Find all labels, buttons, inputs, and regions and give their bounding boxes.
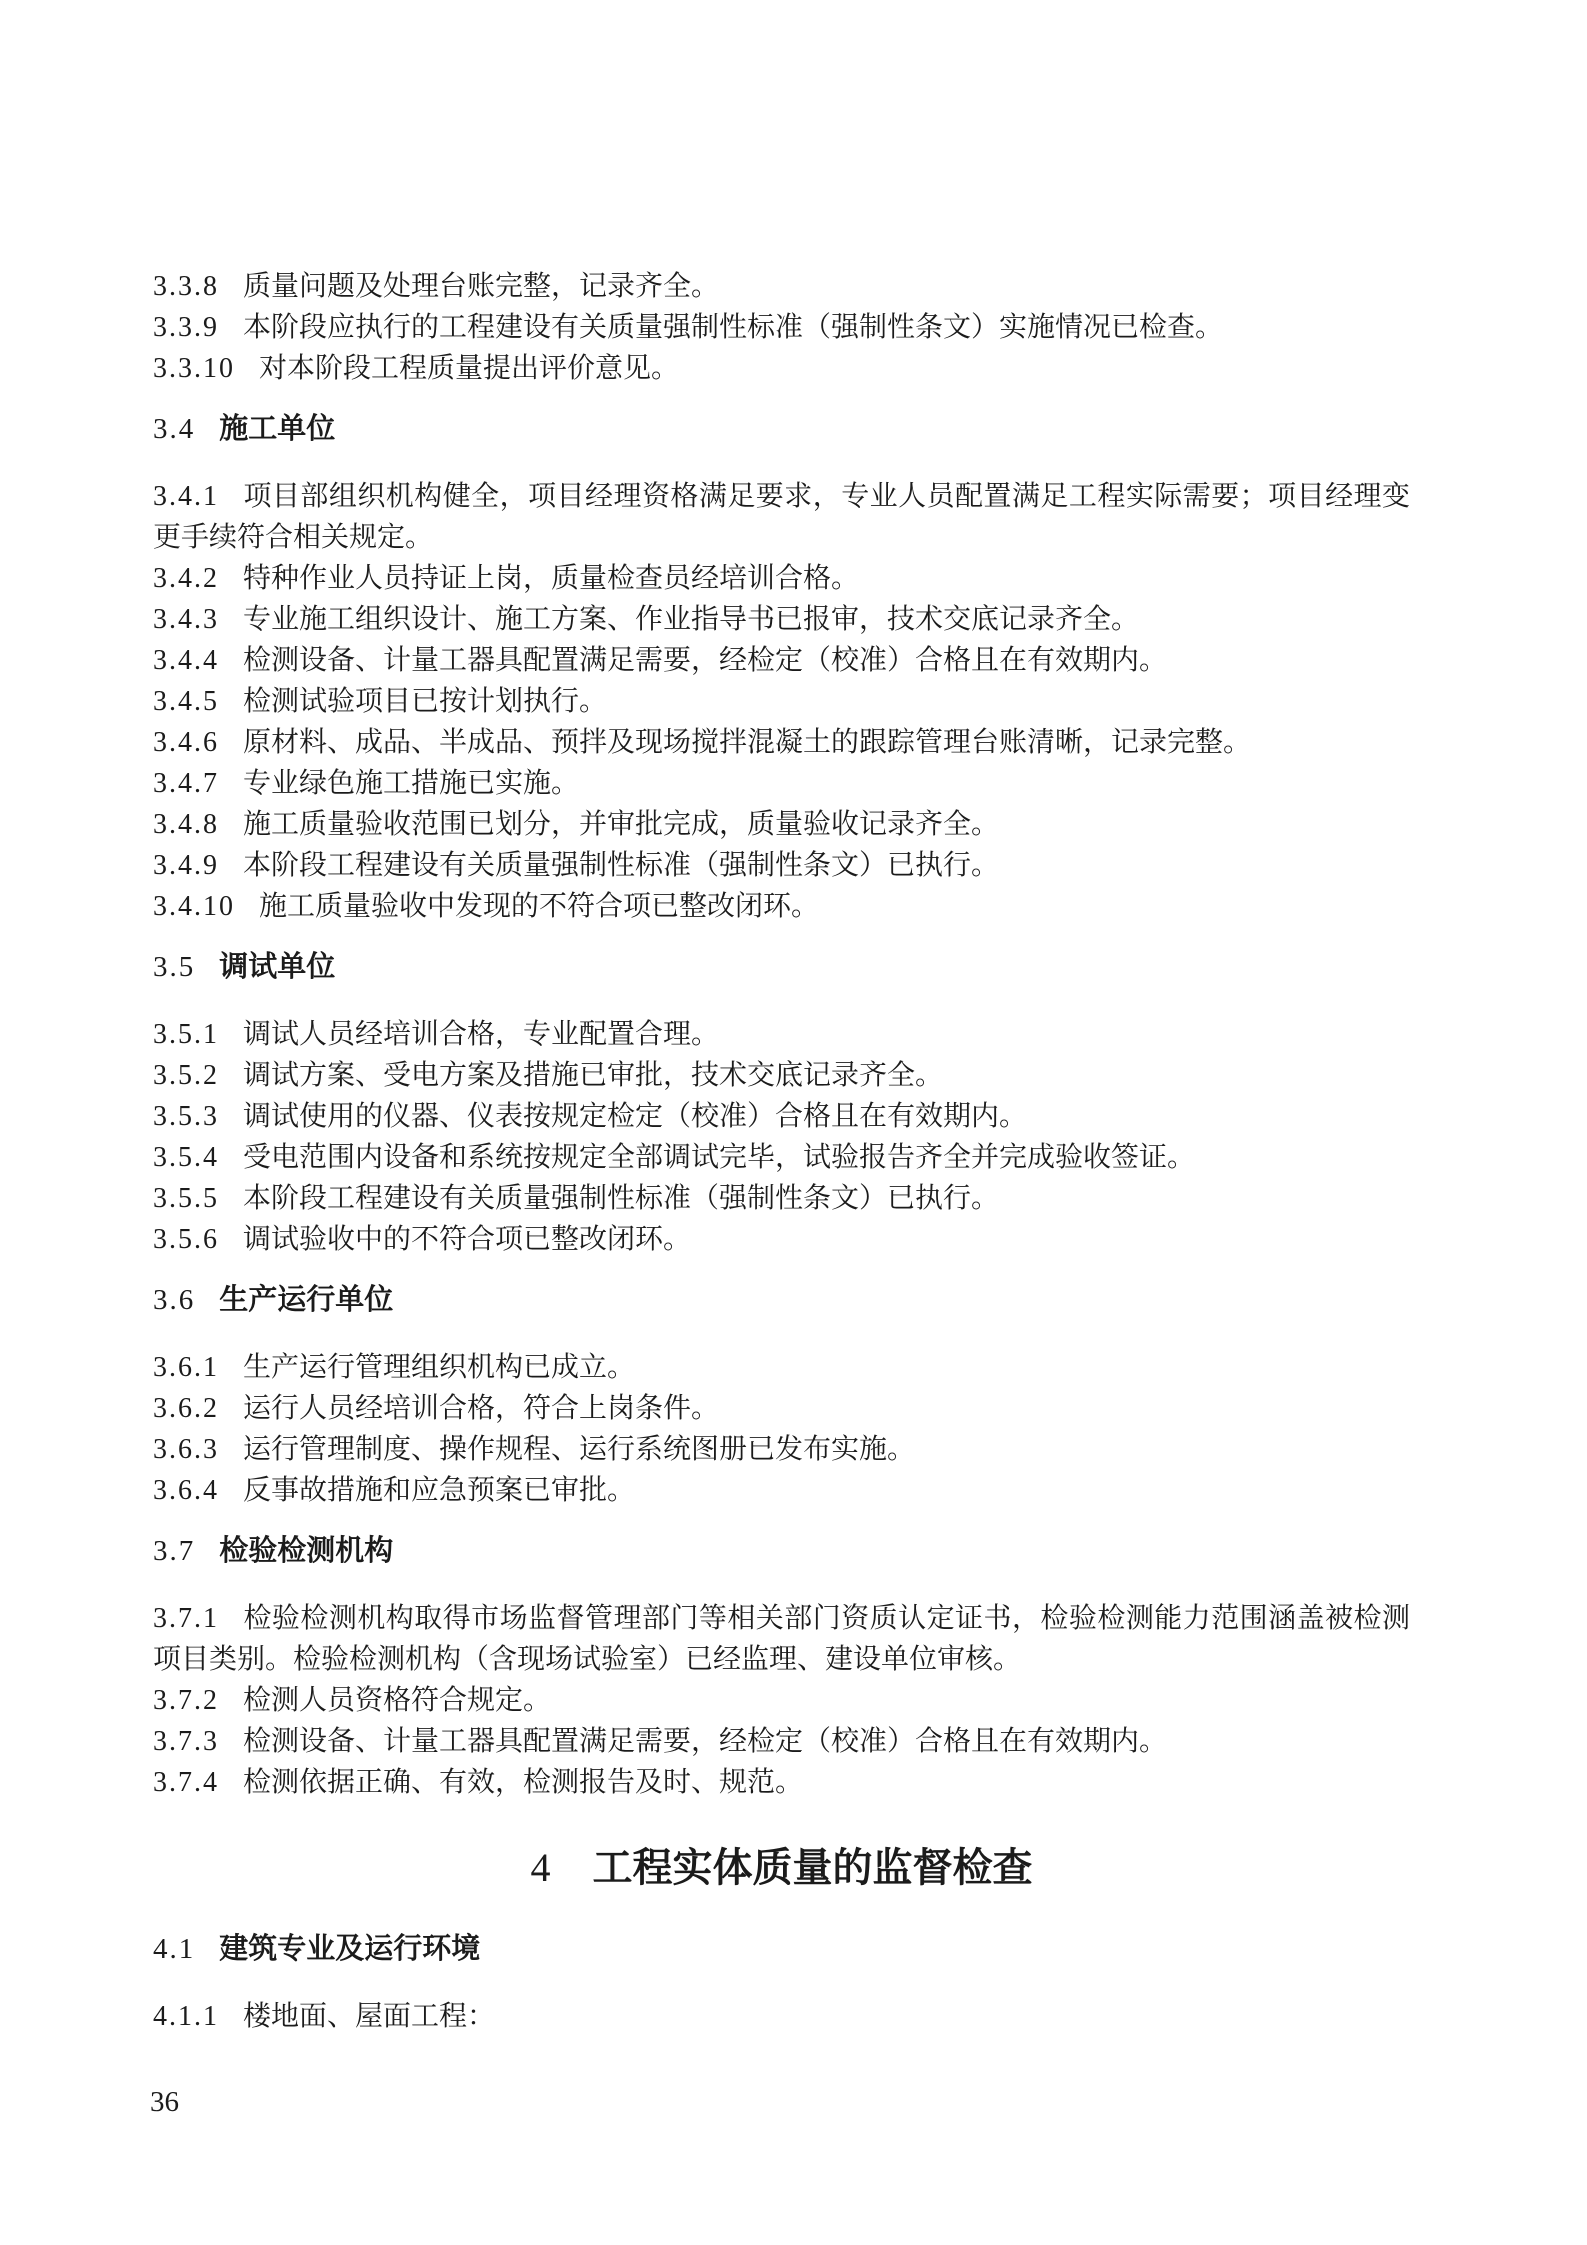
clause-number: 3.4.6 [153, 727, 219, 758]
clause-item [153, 763, 1410, 804]
clause-text: 特种作业人员持证上岗，质量检查员经培训合格。 [243, 563, 860, 594]
section-title: 施工单位 [219, 413, 336, 445]
clause-number: 4.1.1 [153, 2001, 219, 2032]
clause-text: 调试验收中的不符合项已整改闭环。 [243, 1224, 692, 1255]
chapter-title: 工程实体质量的监督检查 [592, 1846, 1033, 1890]
section-title: 检验检测机构 [219, 1535, 394, 1567]
clause-number: 3.4.9 [153, 850, 219, 881]
clause-item [153, 558, 1410, 599]
clause-text: 项目部组织机构健全，项目经理资格满足要求，专业人员配置满足工程实际需要；项目经理变更手续符合相关规定。 [153, 481, 1410, 553]
clause-item [153, 1137, 1410, 1178]
clause-number: 3.4.1 [153, 481, 219, 512]
section-number: 4.1 [153, 1933, 196, 1965]
section-number: 3.7 [153, 1535, 196, 1567]
clause-item [153, 681, 1410, 722]
clause-item [153, 1347, 1410, 1388]
clause-number: 3.4.5 [153, 686, 219, 717]
page-number: 36 [150, 2086, 179, 2118]
clause-text: 检测试验项目已按计划执行。 [243, 686, 608, 717]
clause-number: 3.4.8 [153, 809, 219, 840]
chapter-number: 4 [530, 1845, 551, 1890]
clause-number: 3.5.1 [153, 1019, 219, 1050]
clause-item [153, 348, 1410, 389]
clause-item [153, 1014, 1410, 1055]
clause-number: 3.4.2 [153, 563, 219, 594]
clause-number: 3.4.3 [153, 604, 219, 635]
clause-number: 3.5.5 [153, 1183, 219, 1214]
clause-text: 运行管理制度、操作规程、运行系统图册已发布实施。 [243, 1434, 916, 1465]
clause-item [153, 1388, 1410, 1429]
clause-text: 受电范围内设备和系统按规定全部调试完毕，试验报告齐全并完成验收签证。 [243, 1142, 1196, 1173]
clause-item [153, 1996, 1410, 2037]
chapter-heading [153, 1840, 1410, 1896]
clause-text: 本阶段工程建设有关质量强制性标准（强制性条文）已执行。 [243, 1183, 1000, 1214]
clause-text: 专业绿色施工措施已实施。 [243, 768, 580, 799]
clause-text: 检测人员资格符合规定。 [243, 1685, 552, 1716]
clause-item [153, 1762, 1410, 1803]
clause-item [153, 1096, 1410, 1137]
clause-number: 3.3.8 [153, 271, 219, 302]
clause-text: 检测依据正确、有效，检测报告及时、规范。 [243, 1767, 804, 1798]
clause-text: 调试人员经培训合格，专业配置合理。 [243, 1019, 720, 1050]
clause-number: 3.5.2 [153, 1060, 219, 1091]
clause-number: 3.7.1 [153, 1603, 219, 1634]
clause-item [153, 599, 1410, 640]
clause-item [153, 307, 1410, 348]
clause-item [153, 886, 1410, 927]
clause-item [153, 1429, 1410, 1470]
clause-number: 3.6.3 [153, 1434, 219, 1465]
section-title: 调试单位 [219, 951, 336, 983]
clause-number: 3.5.6 [153, 1224, 219, 1255]
clause-item [153, 845, 1410, 886]
clause-number: 3.6.1 [153, 1352, 219, 1383]
clause-item [153, 1598, 1410, 1680]
clause-item [153, 1721, 1410, 1762]
clause-number: 3.4.4 [153, 645, 219, 676]
clause-text: 原材料、成品、半成品、预拌及现场搅拌混凝土的跟踪管理台账清晰，记录完整。 [243, 727, 1252, 758]
clause-text: 运行人员经培训合格，符合上岗条件。 [243, 1393, 720, 1424]
clause-item [153, 1055, 1410, 1096]
clause-text: 施工质量验收中发现的不符合项已整改闭环。 [259, 891, 820, 922]
clause-item [153, 722, 1410, 763]
clause-text: 检测设备、计量工器具配置满足需要，经检定（校准）合格且在有效期内。 [243, 645, 1168, 676]
clause-item [153, 804, 1410, 845]
section-heading [153, 1280, 1410, 1321]
clause-number: 3.5.3 [153, 1101, 219, 1132]
clause-number: 3.4.10 [153, 891, 235, 922]
section-number: 3.5 [153, 951, 196, 983]
section-title: 生产运行单位 [219, 1284, 394, 1316]
clause-number: 3.7.2 [153, 1685, 219, 1716]
section-number: 3.4 [153, 413, 196, 445]
clause-number: 3.6.4 [153, 1475, 219, 1506]
clause-item [153, 1470, 1410, 1511]
clause-text: 专业施工组织设计、施工方案、作业指导书已报审，技术交底记录齐全。 [243, 604, 1140, 635]
section-title: 建筑专业及运行环境 [219, 1933, 481, 1965]
clause-text: 本阶段工程建设有关质量强制性标准（强制性条文）已执行。 [243, 850, 1000, 881]
clause-text: 本阶段应执行的工程建设有关质量强制性标准（强制性条文）实施情况已检查。 [243, 312, 1224, 343]
clause-number: 3.3.9 [153, 312, 219, 343]
section-heading [153, 409, 1410, 450]
clause-text: 调试方案、受电方案及措施已审批，技术交底记录齐全。 [243, 1060, 944, 1091]
clause-number: 3.3.10 [153, 353, 235, 384]
clause-item [153, 640, 1410, 681]
clause-item [153, 266, 1410, 307]
section-number: 3.6 [153, 1284, 196, 1316]
clause-text: 对本阶段工程质量提出评价意见。 [259, 353, 680, 384]
clause-number: 3.7.3 [153, 1726, 219, 1757]
clause-text: 检验检测机构取得市场监督管理部门等相关部门资质认定证书，检验检测能力范围涵盖被检测项目类别。检验检测机构（含现场试验室）已经监理、建设单位审核。 [153, 1603, 1410, 1675]
clause-number: 3.4.7 [153, 768, 219, 799]
clause-number: 3.7.4 [153, 1767, 219, 1798]
section-heading [153, 1929, 1410, 1970]
clause-text: 反事故措施和应急预案已审批。 [243, 1475, 636, 1506]
clause-item [153, 476, 1410, 558]
clause-item [153, 1178, 1410, 1219]
clause-text: 质量问题及处理台账完整，记录齐全。 [243, 271, 720, 302]
clause-text: 调试使用的仪器、仪表按规定检定（校准）合格且在有效期内。 [243, 1101, 1028, 1132]
clause-text: 施工质量验收范围已划分，并审批完成，质量验收记录齐全。 [243, 809, 1000, 840]
clause-item [153, 1219, 1410, 1260]
clause-text: 生产运行管理组织机构已成立。 [243, 1352, 636, 1383]
clause-item [153, 1680, 1410, 1721]
section-heading [153, 947, 1410, 988]
section-heading [153, 1531, 1410, 1572]
clause-text: 楼地面、屋面工程： [243, 2001, 496, 2032]
clause-text: 检测设备、计量工器具配置满足需要，经检定（校准）合格且在有效期内。 [243, 1726, 1168, 1757]
clause-number: 3.6.2 [153, 1393, 219, 1424]
document-body [153, 266, 1410, 2037]
clause-number: 3.5.4 [153, 1142, 219, 1173]
